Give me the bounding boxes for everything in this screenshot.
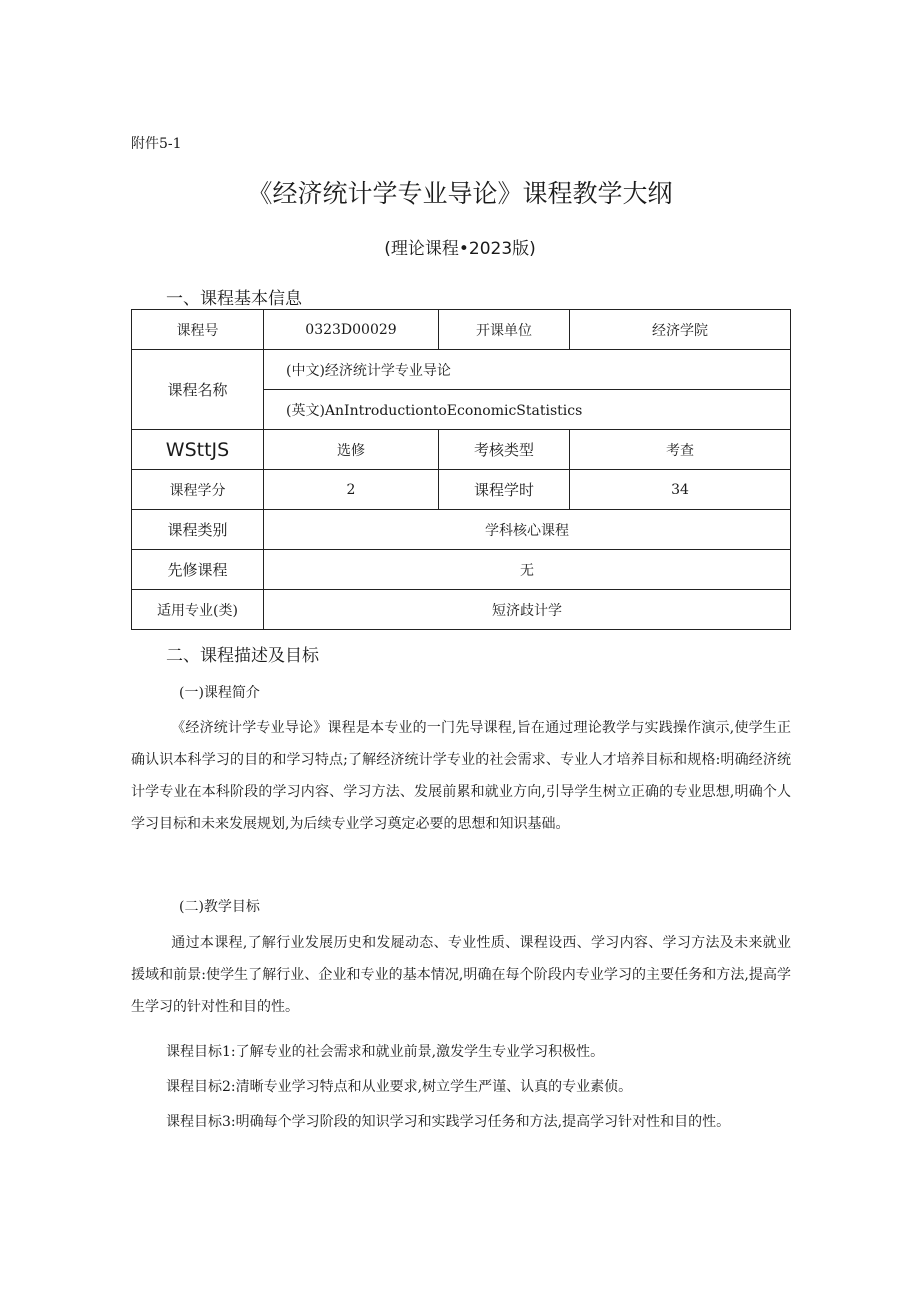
table-row [132,310,791,350]
credit-value: 2 [264,470,439,510]
course-no-label: 课程号 [132,310,264,350]
major-label: 适用专业(类) [132,590,264,630]
objective-text: 通过本课程,了解行业发展历史和发屣动态、专业性质、课程设西、学习内容、学习方法及未来就业援域和前景:使学生了解行业、企业和专业的基本情况,明确在每个阶段内专业学习的主要任务和方法,提高学生学习的针对性和目的性。 [131,935,791,1015]
unit-value: 经济学院 [570,310,791,350]
table-row [132,590,791,630]
course-goal-3: 课程目标3:明确每个学习阶段的知识学习和实践学习任务和方法,提高学习针对性和目的性。 [166,1114,731,1130]
course-nature-label: WSttJS [132,430,264,470]
major-value: 短济歧计学 [264,590,791,630]
credit-label: 课程学分 [132,470,264,510]
document-subtitle: (理论课程•2023版) [384,239,536,259]
hours-value: 34 [570,470,791,510]
assessment-label: 考核类型 [439,430,570,470]
document-title: 《经济统计学专业导论》课程教学大纲 [247,179,673,208]
table-row [132,350,791,390]
subheading-intro: (一)课程简介 [179,685,260,701]
course-goal-2: 课程目标2:清晰专业学习特点和从业要求,树立学生严谨、认真的专业素侦。 [166,1079,633,1095]
section-heading-basic-info: 一、课程基本信息 [166,289,302,309]
table-row [132,510,791,550]
course-name-cn: (中文)经济统计学专业导论 [264,350,791,390]
course-nature-value: 选修 [264,430,439,470]
intro-text: 《经济统计学专业导论》课程是本专业的一门先导课程,旨在通过理论教学与实践操作演示,使学生正确认识本科学习的目的和学习特点;了解经济统计学专业的社会需求、专业人才培养目标和规格:明确经济统计学专业在本科阶段的学习内容、学习方法、发展前累和就业方向,引导学生树立正确的专业思想,明确个人学习目标和未来发展规划,为后续专业学习奠定必要的思想和知识基础。 [131,720,791,832]
course-name-label: 课程名称 [132,350,264,430]
category-label: 课程类别 [132,510,264,550]
subheading-objectives: (二)教学目标 [179,899,260,915]
intro-paragraph [131,712,791,840]
course-name-en: (英文)AnIntroductiontoEconomicStatistics [264,390,791,430]
section-heading-description: 二、课程描述及目标 [166,646,319,666]
objective-paragraph [131,927,791,1023]
hours-label: 课程学时 [439,470,570,510]
category-value: 学科核心课程 [264,510,791,550]
course-info-table [131,309,791,630]
prerequisite-value: 无 [264,550,791,590]
table-row [132,470,791,510]
table-row [132,430,791,470]
course-goal-1: 课程目标1:了解专业的社会需求和就业前景,激发学生专业学习积极性。 [166,1044,605,1060]
prerequisite-label: 先修课程 [132,550,264,590]
course-no-value: 0323D00029 [264,310,439,350]
attachment-label: 附件5-1 [131,136,182,152]
table-row [132,550,791,590]
assessment-value: 考查 [570,430,791,470]
unit-label: 开课单位 [439,310,570,350]
